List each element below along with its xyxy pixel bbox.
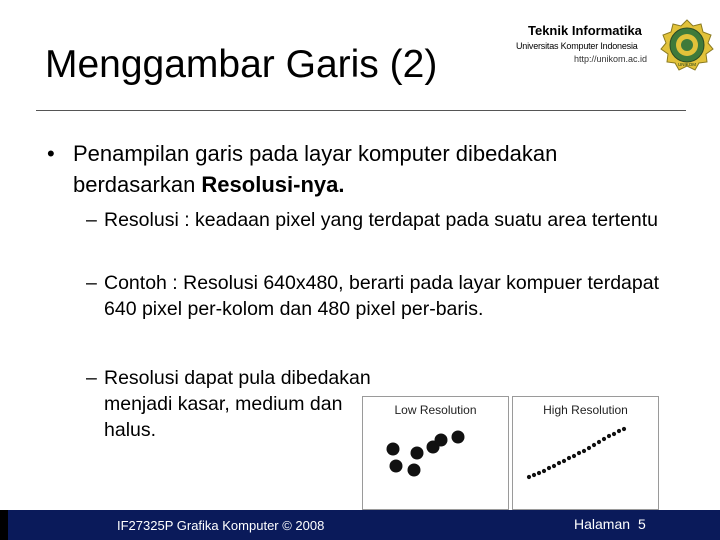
high-resolution-caption: High Resolution bbox=[543, 403, 628, 417]
pixel-dot bbox=[390, 460, 403, 473]
header-logo bbox=[514, 18, 714, 78]
pixel-dot bbox=[542, 469, 546, 473]
sub-bullet-text: Resolusi dapat pula dibedakan menjadi kasar, medium dan halus. bbox=[104, 367, 371, 441]
pixel-dot bbox=[562, 459, 566, 463]
high-resolution-figure bbox=[512, 396, 659, 510]
bullet-mark: • bbox=[47, 141, 55, 166]
sub-bullet-dash: – bbox=[86, 272, 97, 294]
pixel-dot bbox=[411, 447, 424, 460]
footer-course: IF27325P Grafika Komputer © 2008 bbox=[117, 518, 325, 533]
pixel-dot bbox=[532, 473, 536, 477]
pixel-dot bbox=[557, 461, 561, 465]
logo-url: http://unikom.ac.id bbox=[574, 54, 648, 64]
logo-department: Teknik Informatika bbox=[528, 23, 642, 38]
seal-text: UNIKOM bbox=[678, 62, 696, 67]
university-seal-icon bbox=[660, 18, 714, 72]
pixel-dot bbox=[408, 464, 421, 477]
slide-title: Menggambar Garis (2) bbox=[45, 43, 438, 86]
slide-footer bbox=[0, 510, 720, 540]
bullet-text-bold: Resolusi-nya. bbox=[201, 172, 345, 197]
low-resolution-dots bbox=[363, 397, 508, 509]
low-resolution-caption: Low Resolution bbox=[394, 403, 477, 417]
sub-bullet-dash: – bbox=[86, 209, 97, 231]
pixel-dot bbox=[612, 432, 616, 436]
footer-page-label: Halaman bbox=[574, 516, 631, 532]
low-resolution-figure bbox=[362, 396, 509, 510]
pixel-dot bbox=[452, 431, 465, 444]
pixel-dot bbox=[622, 427, 626, 431]
pixel-dot bbox=[435, 434, 448, 447]
bullet-text bbox=[73, 138, 673, 200]
pixel-dot bbox=[547, 466, 551, 470]
logo-university: Universitas Komputer Indonesia bbox=[516, 41, 638, 51]
pixel-dot bbox=[387, 443, 400, 456]
pixel-dot bbox=[577, 451, 581, 455]
pixel-dot bbox=[582, 449, 586, 453]
bullet-text-plain: Penampilan garis pada layar komputer dibedakan berdasarkan bbox=[73, 141, 558, 197]
pixel-dot bbox=[537, 471, 541, 475]
pixel-dot bbox=[527, 475, 531, 479]
pixel-dot bbox=[587, 446, 591, 450]
pixel-dot bbox=[567, 456, 571, 460]
sub-bullet-text: Resolusi : keadaan pixel yang terdapat pada suatu area tertentu bbox=[104, 209, 658, 231]
pixel-dot bbox=[552, 464, 556, 468]
footer-page-number: 5 bbox=[638, 516, 646, 532]
title-divider bbox=[36, 110, 686, 111]
pixel-dot bbox=[602, 437, 606, 441]
sub-bullet-text: Contoh : Resolusi 640x480, berarti pada layar kompuer terdapat 640 pixel per-kolom dan 480 pixel per-baris. bbox=[104, 272, 659, 320]
footer-accent-bar bbox=[0, 510, 8, 540]
pixel-dot bbox=[597, 440, 601, 444]
pixel-dot bbox=[617, 429, 621, 433]
pixel-dot bbox=[592, 443, 596, 447]
footer-page bbox=[574, 516, 646, 532]
pixel-dot bbox=[607, 434, 611, 438]
high-resolution-dots bbox=[513, 397, 658, 509]
sub-bullet-dash: – bbox=[86, 367, 97, 389]
pixel-dot bbox=[572, 454, 576, 458]
